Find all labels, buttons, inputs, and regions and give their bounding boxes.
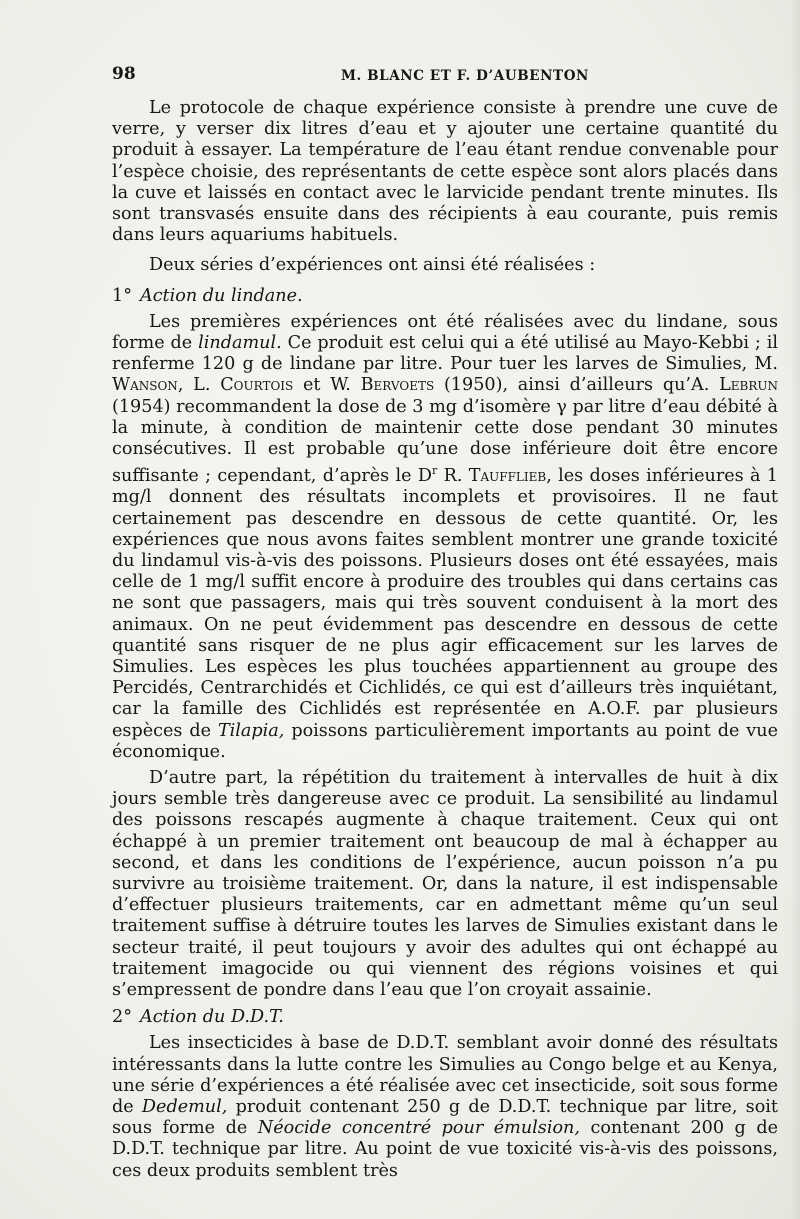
- section-heading-ddt: [112, 1007, 778, 1028]
- paragraph-series: Deux séries d’expériences ont ainsi été réalisées :: [149, 255, 596, 276]
- text-run: poissons particulièrement importants au point de vue économique.: [112, 720, 778, 762]
- italic-run: Tilapia,: [217, 720, 285, 741]
- paragraph-lindane: [112, 312, 778, 763]
- paragraph-protocol: Le protocole de chaque expérience consiste à prendre une cuve de verre, y verser dix litres d’eau et y ajouter une certaine quantité du produit à essayer. La température de l’eau étant rendue convenable pour l’espèce choisie, des représentants de cette espèce sont alors placés dans la cuve et laissés en contact avec le larvicide pendant trente minutes. Ils sont transvasés ensuite dans des récipients à eau courante, puis remis dans leurs aquariums habituels.: [112, 98, 778, 246]
- section-number: 1°: [112, 285, 132, 306]
- text-run: R.: [437, 466, 469, 487]
- paragraph-ddt: [112, 1033, 778, 1181]
- author-name: Bervoets: [360, 375, 435, 396]
- author-name: Courtois: [220, 375, 294, 396]
- article-body: [112, 98, 778, 1182]
- superscript: r: [431, 464, 438, 478]
- text-run: et W.: [293, 375, 361, 396]
- section-heading-lindane: [112, 286, 778, 307]
- text-run: Les premières expériences ont été réalisées avec du lindane, sous forme de: [112, 311, 778, 354]
- text-run: (1954) recommandent la dose de 3 mg d’isomère γ par litre d’eau débité à la minute, à condition de maintenir cette dose pendant 30 minutes consécutives. Il est probable qu’une dose inférieure doit être encore suffisante ; cependant, d’après le D: [112, 396, 778, 487]
- author-name: Taufflieb: [468, 466, 547, 487]
- text-run: Ce produit est celui qui a été utilisé au Mayo-Kebbi ; il renferme 120 g de lindane par litre. Pour tuer les larves de Simulies, M.: [112, 333, 778, 375]
- section-title: Action du lindane.: [140, 285, 303, 306]
- paragraph-repetition: D’autre part, la répétition du traitement à intervalles de huit à dix jours semble très dangereuse avec ce produit. La sensibilité au lindamul des poissons rescapés augmente à chaque traitement. Ceux qui ont échappé à un premier traitement ont beaucoup de mal à échapper au second, et dans les conditions de l’expérience, aucun poisson n’a pu survivre au troisième traitement. Or, dans la nature, il est indispensable d’effectuer plusieurs traitements, car en admettant même qu’un seul traitement suffise à détruire toutes les larves de Simulies existant dans le secteur traité, il peut toujours y avoir des adultes qui ont échappé au traitement imagocide ou qui viennent des régions voisines et qui s’empressent de pondre dans l’eau que l’on croyait assainie.: [112, 767, 778, 1000]
- text-run: (1950), ainsi d’ailleurs qu’A.: [434, 375, 720, 396]
- text-run: produit contenant 250 g de D.D.T. technique par litre, soit sous forme de: [112, 1097, 778, 1139]
- text-run: , les doses inférieures à 1 mg/l donnent des résultats incomplets et provisoires. Il ne faut certainement pas descendre en dessous de cette quantité. Or, les expériences que nous avons faites semblent montrer une grande toxicité du lindamul vis-à-vis des poissons. Plusieurs doses ont été essayées, mais celle de 1 mg/l suffit encore à produire des troubles qui dans certains cas ne sont que passagers, mais qui très souvent conduisent à la mort des animaux. On ne peut évidemment pas descendre en dessous de cette quantité sans risquer de ne plus agir efficacement sur les larves de Simulies. Les espèces les plus touchées appartiennent au groupe des Percidés, Centrarchidés et Cichlidés, ce qui est d’ailleurs très inquiétant, car la famille des Cichlidés est représentée en A.O.F. par plusieurs espèces de: [112, 466, 778, 741]
- page-number: 98: [112, 64, 136, 84]
- author-name: Wanson: [112, 375, 178, 396]
- author-name: Lebrun: [719, 375, 778, 396]
- text-run: contenant 200 g de D.D.T. technique par litre. Au point de vue toxicité vis-à-vis des poissons, ces deux produits semblent très: [112, 1118, 778, 1181]
- page-edge-shadow: [790, 0, 800, 1219]
- page-header: [112, 62, 778, 88]
- italic-run: Dedemul,: [141, 1097, 228, 1117]
- section-title: Action du D.D.T.: [140, 1007, 284, 1028]
- text-run: Les insecticides à base de D.D.T. semblant avoir donné des résultats intéressants dans la lutte contre les Simulies au Congo belge et au Kenya, une série d’expériences a été réalisée avec cet insecticide, soit sous forme de: [112, 1033, 778, 1117]
- section-number: 2°: [112, 1007, 132, 1028]
- running-head: M. BLANC ET F. D’AUBENTON: [340, 68, 589, 84]
- italic-run: Néocide concentré pour émulsion,: [257, 1118, 580, 1139]
- italic-run: lindamul.: [198, 333, 282, 354]
- text-run: , L.: [177, 375, 221, 396]
